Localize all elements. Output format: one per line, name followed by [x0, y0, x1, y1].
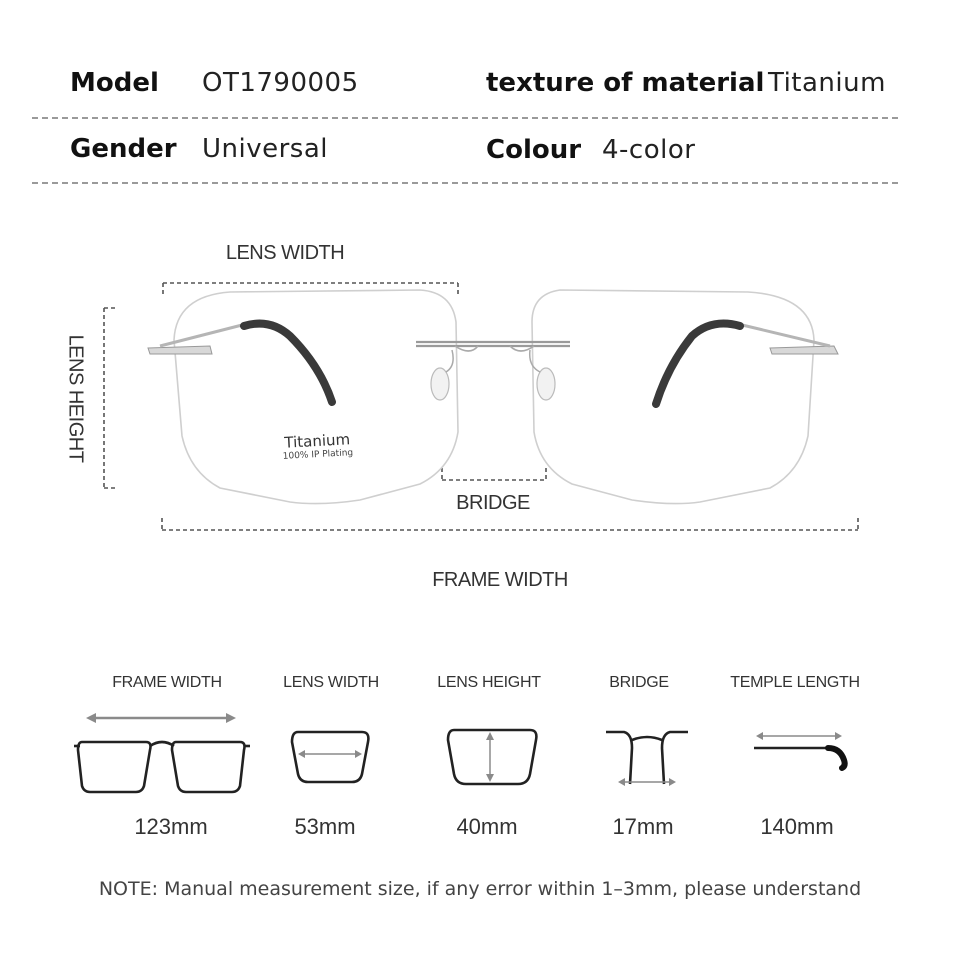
bridge-bar — [416, 342, 570, 346]
colour-value: 4-color — [602, 135, 696, 165]
lens-width-icon — [290, 726, 370, 786]
measurement-label: LENS HEIGHT — [437, 674, 541, 691]
left-temple — [160, 324, 246, 346]
bridge-bracket — [442, 468, 546, 480]
measurement-value: 17mm — [612, 814, 674, 839]
material-value: Titanium — [768, 68, 886, 98]
measurement-note: NOTE: Manual measurement size, if any error within 1–3mm, please understand — [98, 878, 862, 900]
lens-print-title: Titanium — [283, 430, 351, 452]
measurement-value: 140mm — [760, 814, 834, 839]
measurement-label: LENS WIDTH — [283, 674, 379, 691]
right-temple-tip — [656, 324, 740, 404]
left-lens — [174, 290, 458, 504]
measurement-label: FRAME WIDTH — [112, 674, 222, 691]
nose-pad-icon — [431, 368, 449, 400]
measurement-label: TEMPLE LENGTH — [730, 674, 860, 691]
lens-height-icon — [444, 726, 540, 788]
lens-width-caption: LENS WIDTH — [225, 242, 345, 264]
temple-length-icon — [750, 728, 854, 776]
frame-width-icon — [74, 708, 254, 798]
right-hinge — [770, 346, 838, 354]
gender-value: Universal — [202, 134, 329, 164]
nose-pad-icon — [537, 368, 555, 400]
gender-label: Gender — [70, 134, 177, 164]
frame-width-bracket — [162, 518, 858, 530]
measurement-value: 40mm — [456, 814, 518, 839]
colour-label: Colour — [486, 135, 582, 165]
lens-height-bracket — [104, 308, 116, 488]
lens-height-caption: LENS HEIGHT — [64, 334, 87, 463]
lens-print-subtitle: 100% IP Plating — [282, 448, 354, 462]
right-lens — [532, 290, 814, 504]
measurement-value: 53mm — [294, 814, 356, 839]
left-temple-tip — [244, 324, 332, 402]
bridge-icon — [602, 724, 692, 790]
model-label: Model — [70, 68, 159, 98]
measurement-label: BRIDGE — [609, 674, 669, 691]
frame-width-caption: FRAME WIDTH — [432, 569, 568, 591]
model-value: OT1790005 — [202, 68, 359, 98]
measurement-value: 123mm — [134, 814, 208, 839]
left-hinge — [148, 346, 212, 354]
right-temple — [738, 324, 830, 346]
material-label: texture of material — [486, 68, 765, 98]
bridge-caption: BRIDGE — [456, 492, 530, 514]
lens-print — [269, 430, 365, 463]
